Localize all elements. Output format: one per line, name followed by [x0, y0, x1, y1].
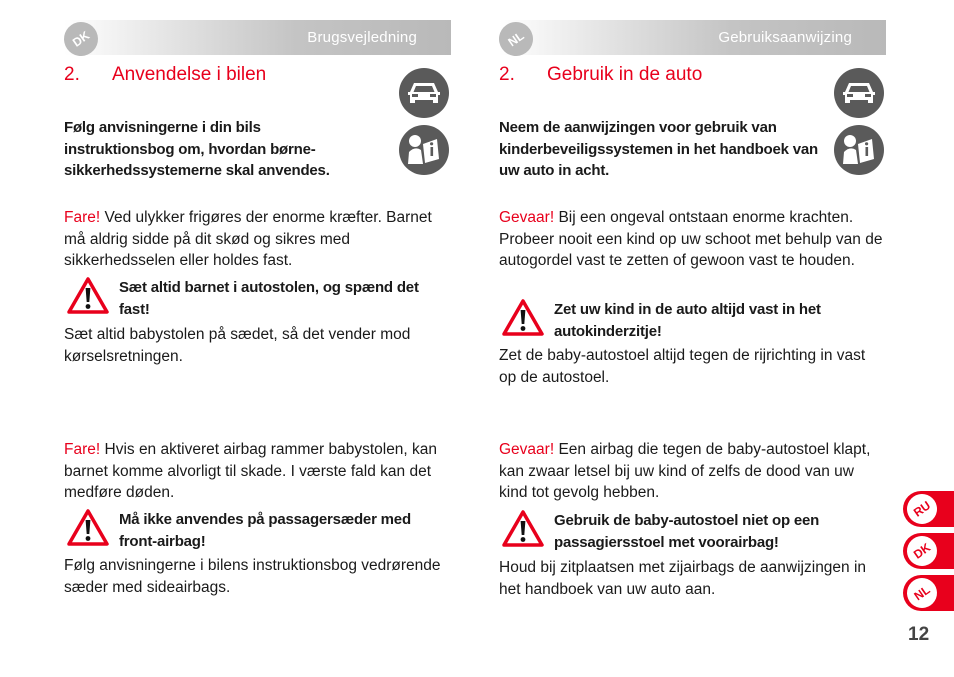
section-title: Gebruik in de auto — [547, 64, 703, 85]
header-title: Gebruiksaanwijzing — [718, 29, 852, 46]
language-tab-ru[interactable] — [903, 491, 954, 527]
section-number: 2. — [64, 64, 80, 85]
instruction-paragraph-1: Sæt altid babystolen på sædet, så det vender mod kørselsretningen. — [64, 326, 411, 365]
language-tab-label: RU — [901, 488, 943, 530]
danger-label: Gevaar! — [499, 441, 555, 458]
warning-triangle-icon — [67, 509, 109, 546]
danger-text: Bij een ongeval ontstaan enorme krachten. Probeer nooit een kind op uw schoot met behulp van de autogordel vast te zetten of gewoon vast te houden. — [499, 209, 883, 269]
section-number: 2. — [499, 64, 515, 85]
language-tab-label: DK — [901, 530, 943, 572]
danger-paragraph-2 — [499, 439, 886, 504]
header-title: Brugsvejledning — [307, 29, 417, 46]
warning-triangle-icon — [502, 299, 544, 336]
instruction-paragraph-1: Zet de baby-autostoel altijd tegen de rijrichting in vast op de autostoel. — [499, 347, 866, 386]
language-tab-dk[interactable] — [903, 533, 954, 569]
danger-paragraph-1 — [499, 207, 886, 272]
danger-label: Gevaar! — [499, 209, 555, 226]
danger-text: Hvis en aktiveret airbag rammer babystolen, kan barnet komme alvorligt til skade. I værste fald kan det medføre døden. — [64, 441, 438, 501]
warning-text: Gebruik de baby-autostoel niet op een passagiersstoel met voorairbag! — [554, 512, 820, 551]
language-tab-nl[interactable] — [903, 575, 954, 611]
warning-triangle-icon — [502, 510, 544, 547]
danger-text: Een airbag die tegen de baby-autostoel klapt, kan zwaar letsel bij uw kind of zelfs de dood van uw kind tot gevolg hebben. — [499, 441, 871, 501]
intro-text: Følg anvisningerne i din bils instruktionsbog om, hvordan børne-sikkerhedssystemerne skal anvendes. — [64, 119, 330, 179]
column-dutch — [499, 20, 886, 598]
language-badge: DK — [57, 15, 104, 62]
car-icon — [399, 68, 449, 118]
warning-text: Zet uw kind in de auto altijd vast in het autokinderzitje! — [554, 301, 821, 340]
page-number: 12 — [908, 624, 930, 645]
instruction-paragraph-2: Følg anvisningerne i bilens instruktionsbog vedrørende sæder med sideairbags. — [64, 557, 441, 596]
danger-paragraph-2 — [64, 439, 451, 504]
danger-paragraph-1 — [64, 207, 451, 272]
header-bar — [64, 20, 451, 55]
danger-label: Fare! — [64, 441, 101, 458]
header-bar — [499, 20, 886, 55]
language-badge: NL — [492, 15, 539, 62]
read-manual-icon — [399, 125, 449, 175]
section-title: Anvendelse i bilen — [112, 64, 267, 85]
instruction-paragraph-2: Houd bij zitplaatsen met zijairbags de aanwijzingen in het handboek van uw auto aan. — [499, 559, 867, 598]
language-tab-label: NL — [901, 572, 943, 614]
section-heading — [64, 64, 266, 86]
warning-triangle-icon — [67, 277, 109, 314]
section-heading — [499, 64, 702, 86]
warning-text: Sæt altid barnet i autostolen, og spænd det fast! — [119, 279, 419, 318]
car-icon — [834, 68, 884, 118]
intro-text: Neem de aanwijzingen voor gebruik van kinderbeveiligssystemen in het handboek van uw auto in acht. — [499, 119, 819, 179]
danger-label: Fare! — [64, 209, 101, 226]
column-danish — [64, 20, 451, 596]
danger-text: Ved ulykker frigøres der enorme kræfter. Barnet må aldrig sidde på dit skød og sikres med sikkerhedsselen eller holdes fast. — [64, 209, 432, 269]
warning-text: Må ikke anvendes på passagersæder med front-airbag! — [119, 511, 411, 550]
read-manual-icon — [834, 125, 884, 175]
